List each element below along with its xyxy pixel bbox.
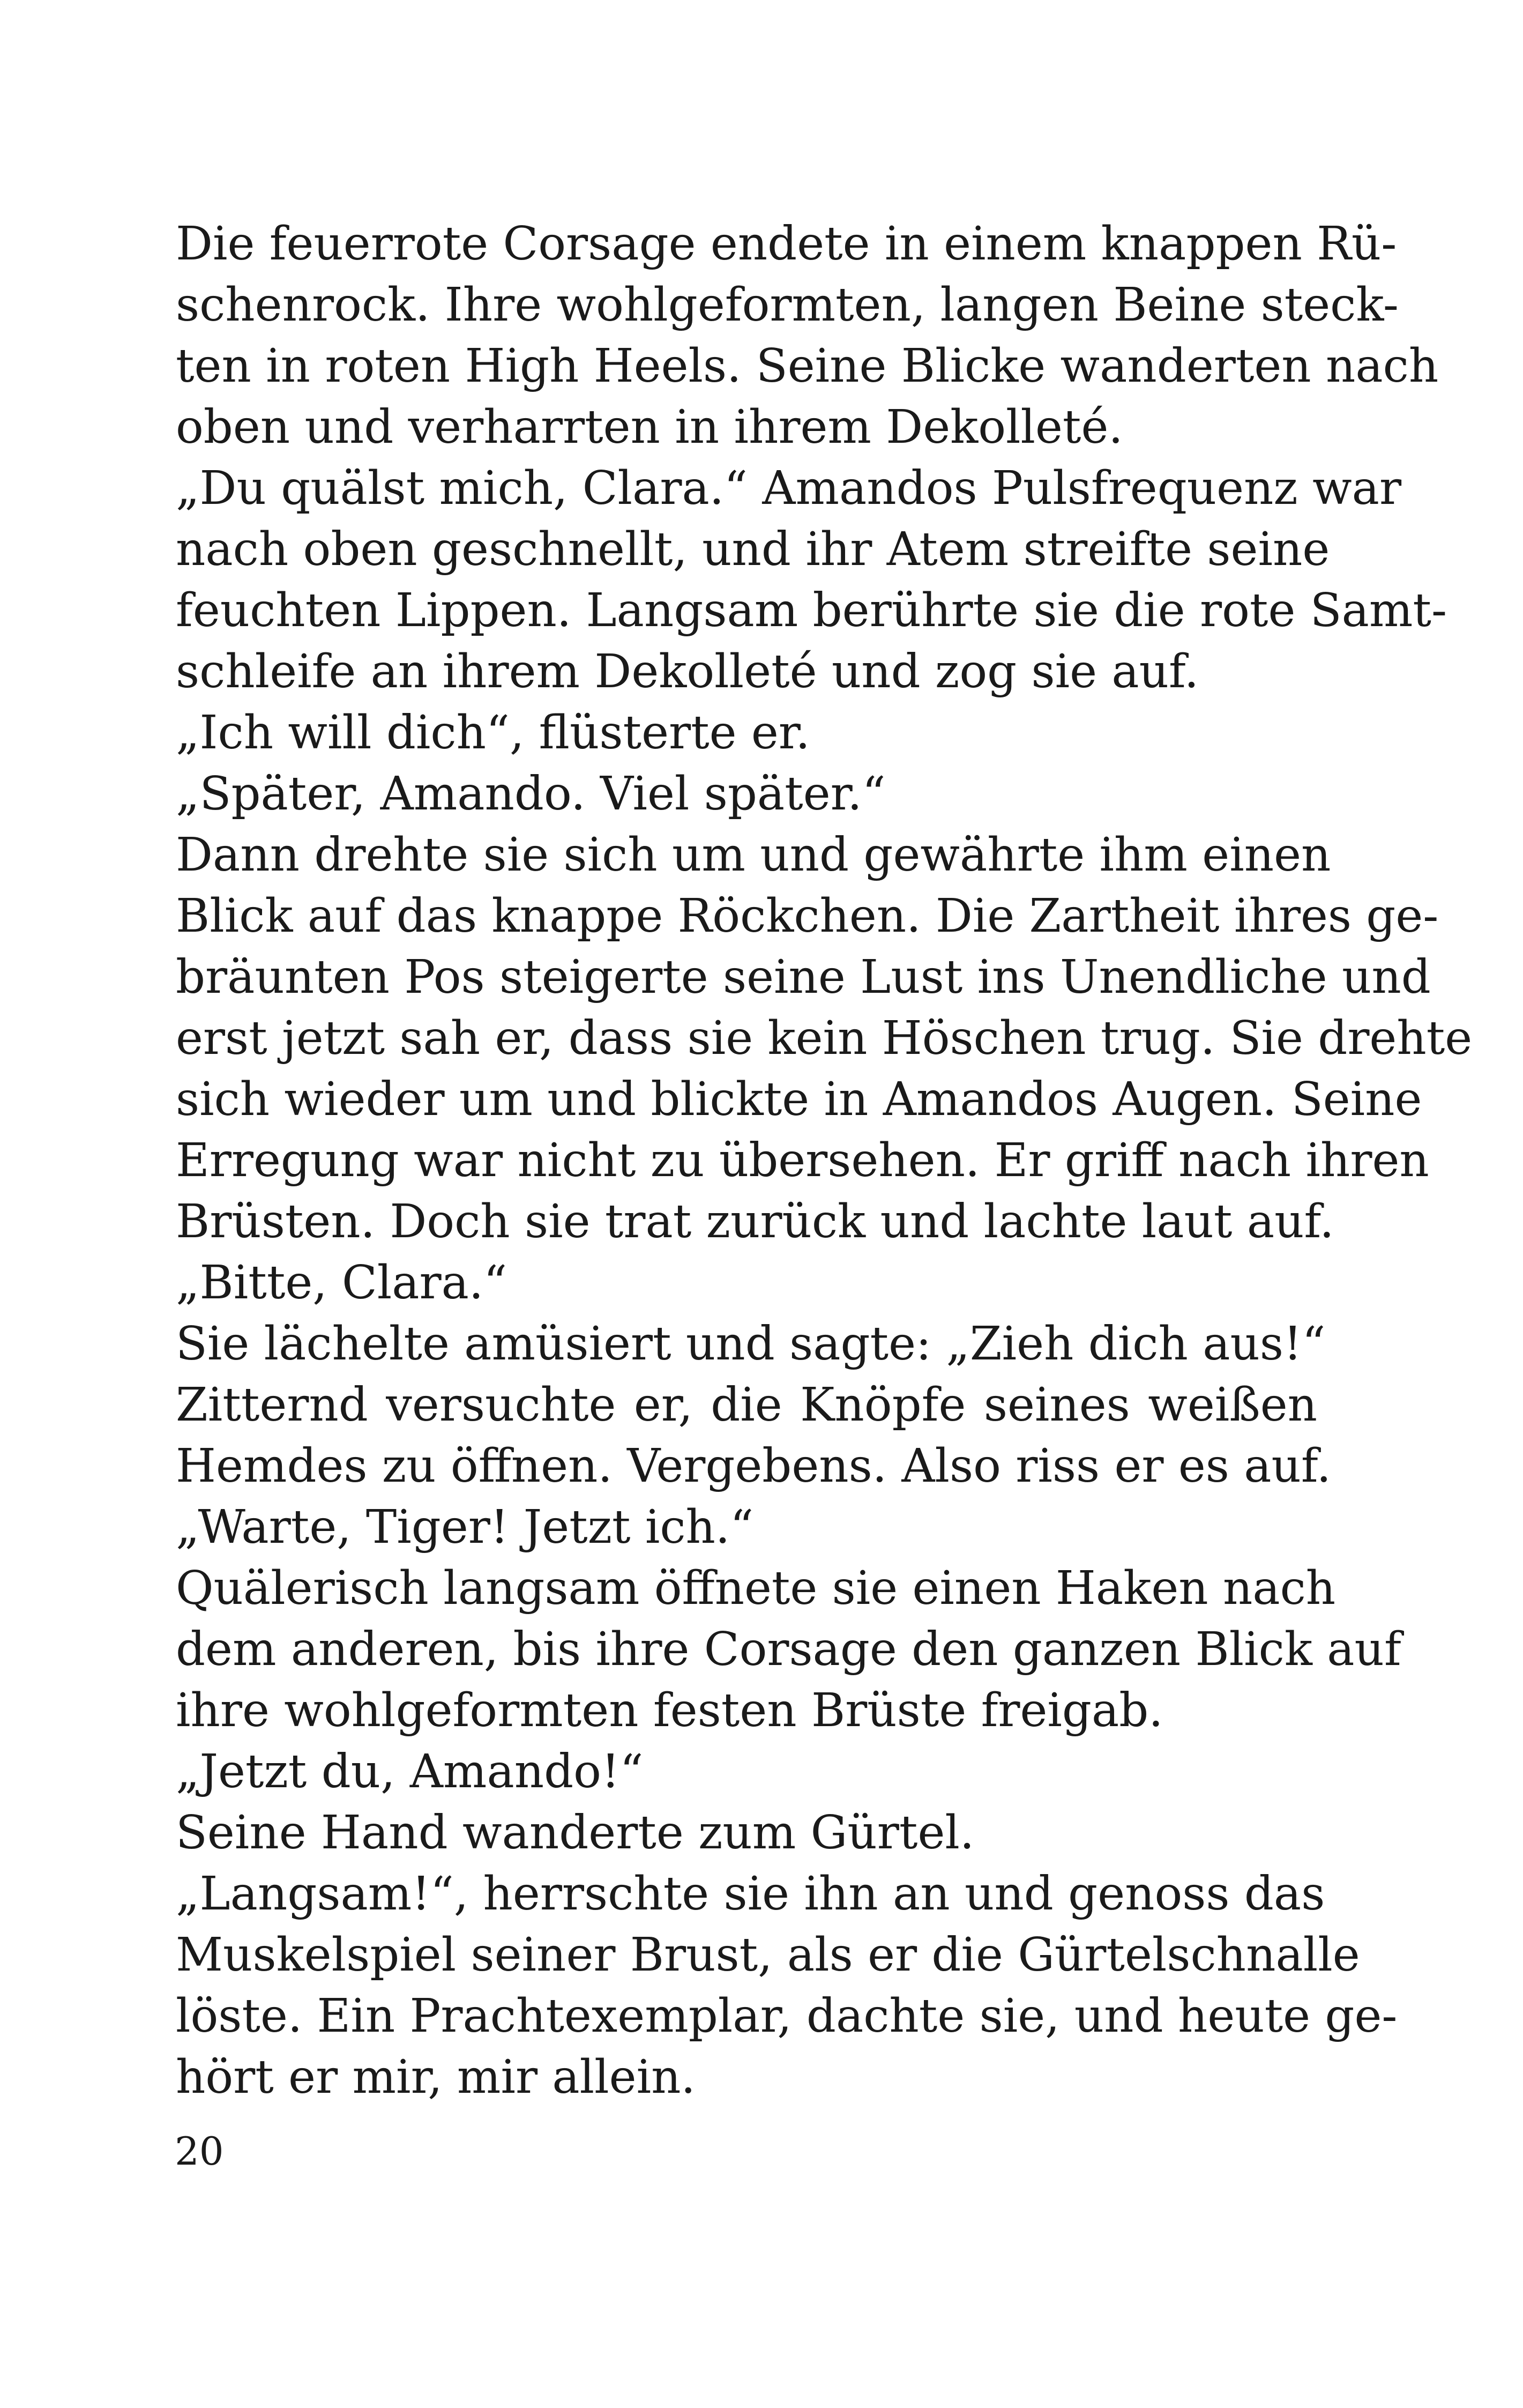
text-line: „Später, Amando. Viel später.“ [176, 767, 886, 821]
text-line: ten in roten High Heels. Seine Blicke wanderten nach [176, 339, 1439, 393]
text-line: „Jetzt du, Amando!“ [176, 1745, 644, 1798]
text-line: feuchten Lippen. Langsam berührte sie die rote Samt- [176, 584, 1447, 637]
text-line: Erregung war nicht zu übersehen. Er griff nach ihren [176, 1134, 1429, 1187]
text-line: bräunten Pos steigerte seine Lust ins Unendliche und [176, 950, 1431, 1004]
text-line: Muskelspiel seiner Brust, als er die Gürtelschnalle [176, 1928, 1360, 1982]
text-line: löste. Ein Prachtexemplar, dachte sie, und heute ge- [176, 1989, 1398, 2043]
text-line: „Bitte, Clara.“ [176, 1256, 507, 1310]
text-line: Sie lächelte amüsiert und sagte: „Zieh dich aus!“ [176, 1317, 1326, 1371]
page-number: 20 [175, 2129, 224, 2174]
text-line: erst jetzt sah er, dass sie kein Höschen trug. Sie drehte [176, 1012, 1473, 1065]
text-line: Quälerisch langsam öffnete sie einen Haken nach [176, 1562, 1336, 1615]
text-line: nach oben geschnellt, und ihr Atem streifte seine [176, 523, 1330, 576]
text-line: schleife an ihrem Dekolleté und zog sie auf. [176, 645, 1199, 698]
text-line: „Warte, Tiger! Jetzt ich.“ [176, 1500, 754, 1554]
text-line: schenrock. Ihre wohlgeformten, langen Beine steck- [176, 278, 1399, 332]
text-line: Dann drehte sie sich um und gewährte ihm einen [176, 828, 1331, 882]
text-line: Hemdes zu öffnen. Vergebens. Also riss er es auf. [176, 1439, 1331, 1493]
text-line: „Ich will dich“, flüsterte er. [176, 706, 810, 760]
text-line: „Du quälst mich, Clara.“ Amandos Pulsfrequenz war [176, 462, 1402, 515]
text-line: dem anderen, bis ihre Corsage den ganzen Blick auf [176, 1623, 1401, 1676]
text-line: Zitternd versuchte er, die Knöpfe seines weißen [176, 1378, 1317, 1432]
text-line: Seine Hand wanderte zum Gürtel. [176, 1806, 975, 1860]
body-text [176, 213, 1473, 2108]
text-line: ihre wohlgeformten festen Brüste freigab. [176, 1684, 1163, 1737]
text-line: Brüsten. Doch sie trat zurück und lachte laut auf. [176, 1195, 1334, 1248]
text-line: oben und verharrten in ihrem Dekolleté. [176, 400, 1123, 454]
text-line: „Langsam!“, herrschte sie ihn an und genoss das [176, 1867, 1325, 1921]
text-line: hört er mir, mir allein. [176, 2050, 696, 2104]
text-line: Blick auf das knappe Röckchen. Die Zartheit ihres ge- [176, 889, 1439, 943]
text-line: Die feuerrote Corsage endete in einem knappen Rü- [176, 217, 1397, 271]
text-line: sich wieder um und blickte in Amandos Augen. Seine [176, 1073, 1422, 1126]
